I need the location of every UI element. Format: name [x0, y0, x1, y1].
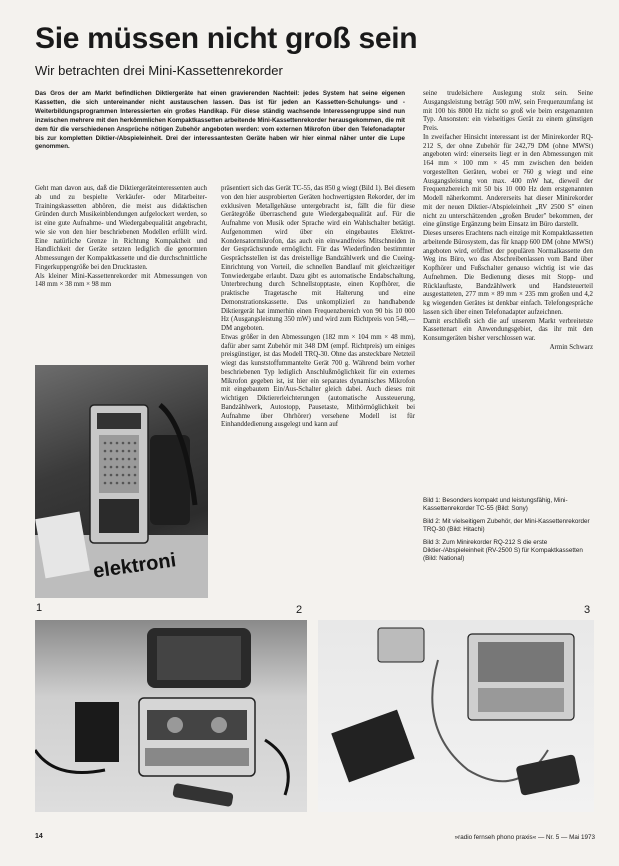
photo-sony-tc55 [35, 365, 208, 598]
paragraph: seine trudelsichere Auslegung stolz sein. Seine Ausgangsleistung beträgt 500 mW, sein Frequenzumfang ist mit 100 bis 8000 Hz nicht so groß wie beim erstgenannten Typ. Ansonsten: ein vielseitiges Gerät zu einem günstigen Preis. [423, 90, 593, 132]
caption-3: Bild 3: Zum Minirekorder RQ-212 S die erste Diktier-/Abspieleinheit (RV-2500 S) für Kompaktkassetten (Bild: National) [423, 538, 583, 563]
text-column-1 [35, 185, 207, 290]
paragraph: Geht man davon aus, daß die Diktiergeräteinteressenten auch ab und zu bespielte Verkäufer- oder Mitarbeiter-Trainingskassetten abhören, die meist aus didaktischen Gründen durch Musikeinblendungen aufgelockert werden, so ist eine gute Aufnahme- und Wiedergabequalität angebracht, wie sie von den hier beschriebenen Modellen erfüllt wird. Eine natürliche Grenze in Richtung Kompaktheit und Handlichkeit der Geräte setzten lediglich die genormten Abmessungen der Kompaktkassette und die durchschnittliche Fingerkuppengröße bei den Drucktasten. [35, 185, 207, 271]
paragraph: Damit erschließt sich die auf unserem Markt verbreitetste Kassettenart ein Anwendungsgebiet, das ihr mit den Konsumgeräten bisher verschlossen war. [423, 317, 593, 342]
paragraph: Dieses unseres Erachtens nach einzige mit Kompaktkassetten arbeitende Bürosystem, das für knapp 600 DM (ohne MWSt) angeboten wird, eröffnet der populären Normalkassette den Weg ins Büro, wo das Abschreibenlassen vom Band über Kopfhörer und Fußschalter genauso wichtig ist wie das Aufnehmen. Die Bedienung dieses mit Stopp- und Rücklauftaste, Bandzählwerk und Handsteuerteil ausgestatteten, 277 mm × 89 mm × 235 mm großen und 4,2 kg wiegenden Gerätes ist denkbar einfach. Telefongespräche lassen sich über einen Telefonadapter aufzeichnen. [423, 230, 593, 316]
figure-number-2: 2 [296, 604, 303, 616]
magazine-logo-text: elektroni [91, 549, 178, 583]
page-number: 14 [35, 833, 43, 840]
recorder-illustration [318, 620, 594, 812]
paragraph: präsentiert sich das Gerät TC-55, das 850 g wiegt (Bild 1). Bei diesem von den hier ausprobierten Geräten hochwertigsten Rekorder, der im exklusiven Metallgehäuse untergebracht ist, fällt die für diese Gerätegröße überraschend gute Wiedergabequalität auf. Für die Aufnahme von Musik oder Sprache wird ein Wahlschalter betätigt. Aufgenommen wird über ein eingebautes Elektret-Kondensatormikrofon, das auch ein einwandfreies Mitschneiden in der Gesprächsrunde ermöglicht. Für das Wiederfinden bestimmter Gesprächsstellen ist das dreistellige Bandzählwerk und die Cueing-Einrichtung von Vorteil, die schnellen Bandlauf mit gleichzeitiger Tonwiedergabe erlaubt. Dazu gibt es automatische Endabschaltung, Unterbrechung durch Schnellstopptaste, einen Kopfhörer, die praktische Tragetasche mit Halterung und eine Demonstrationskassette. Das unkomplizierl zu handhabende Diktiergerät hat immerhin einen Frequenzbereich von 90 bis 10 000 Hz (Ausgangsleistung 350 mW) und wird zum Richtpreis von 548,— DM angeboten. [221, 185, 415, 332]
figure-number-3: 3 [584, 604, 591, 616]
photo-national-rq212s [318, 620, 594, 812]
article-lead: Das Gros der am Markt befindlichen Diktiergeräte hat einen gravierenden Nachteil: jedes System hat seine eigenen Kassetten, die sich untereinander nicht austauschen lassen. Das ist für jeden an Kassetten-Schulungs- und -Weiterbildungsprogrammen Interessierten ein großes Handikap. Für diese ständig wachsende Interessengruppe sind nun inzwischen mehrere mit den herkömmlichen Kompaktkassetten arbeitende Mini-Kassettenrekorder herausgekommen, die mit dem für die verschiedenen Ansprüche nötigen Zubehör angeboten werden: vom externen Mikrofon über den Telefonadapter bis zur kompletten Diktier-/Abspieleinheit. Drei der interessantesten Geräte haben wir hier einmal näher unter die Lupe genommen. [35, 90, 405, 151]
article-subtitle: Wir betrachten drei Mini-Kassettenrekorder [35, 63, 283, 78]
caption-1: Bild 1: Besonders kompakt und leistungsfähig, Mini-Kassettenrekorder TC-55 (Bild: Sony) [423, 497, 568, 513]
caption-2: Bild 2: Mit vielseitigem Zubehör, der Mini-Kassettenrekorder TRQ-30 (Bild: Hitachi) [423, 517, 590, 534]
text-column-3 [423, 90, 593, 353]
photo-hitachi-trq30 [35, 620, 307, 812]
paragraph: In zweifacher Hinsicht interessant ist der Minirekorder RQ-212 S, der ohne Zubehör für 242,79 DM (ohne MWSt) angeboten wird: einerseits liegt er in den Abmessungen mit 164 mm × 100 mm × 45 mm zwischen den beiden vorgestellten Geräten, wobei er 760 g wiegt und eine Ausgangsleistung von max. 400 mW hat, dieweil der Frequenzbereich mit 50 bis 10 000 Hz dem erstgenannten Modell näherkommt. Andererseits hat dieser Minirekorder mit der neuen Diktier-/Abspieleinheit „RV 2500 S" einen nicht zu unterschätzenden „großen Bruder" bekommen, der eine günstige Ergänzung beim Einsatz im Büro darstellt. [423, 133, 593, 229]
article-title: Sie müssen nicht groß sein [35, 22, 418, 55]
figure-captions [423, 497, 595, 568]
paragraph: Etwas größer in den Abmessungen (182 mm × 104 mm × 48 mm), dafür aber samt Zubehör mit 348 DM (empf. Richtpreis) um einiges preisgünstiger, ist das Modell TRQ-30. Ohne das ansteckbare Netzteil wiegt das kunststoffummantelte Gerät 700 g. Während beim vorher beschriebenen Typ lediglich Anschlußmöglichkeit für ein externes Mikrofon gegeben ist, ist hier ein separates dynamisches Mikrofon mit eingebautem Ein/Aus-Schalter gleich dabei. Auch dieses mit wichtigen Diktiererleichterungen (automatische Aussteuerung, Bandzählwerk, Autostopp, Pausetaste, Mithörmöglichkeit bei Aufnahme über Ohrhörer) versehene Modell ist für Einhanddedienung ausgelegt und kann auf [221, 333, 415, 429]
paragraph: Als kleiner Mini-Kassettenrekorder mit Abmessungen von 148 mm × 38 mm × 98 mm [35, 272, 207, 289]
text-column-2 [221, 185, 415, 430]
figure-number-1: 1 [36, 602, 43, 614]
journal-reference: »radio fernseh phono praxis« — Nr. 5 — Mai 1973 [454, 834, 595, 841]
recorder-illustration [35, 620, 307, 812]
author-name: Armin Schwarz [549, 343, 593, 351]
